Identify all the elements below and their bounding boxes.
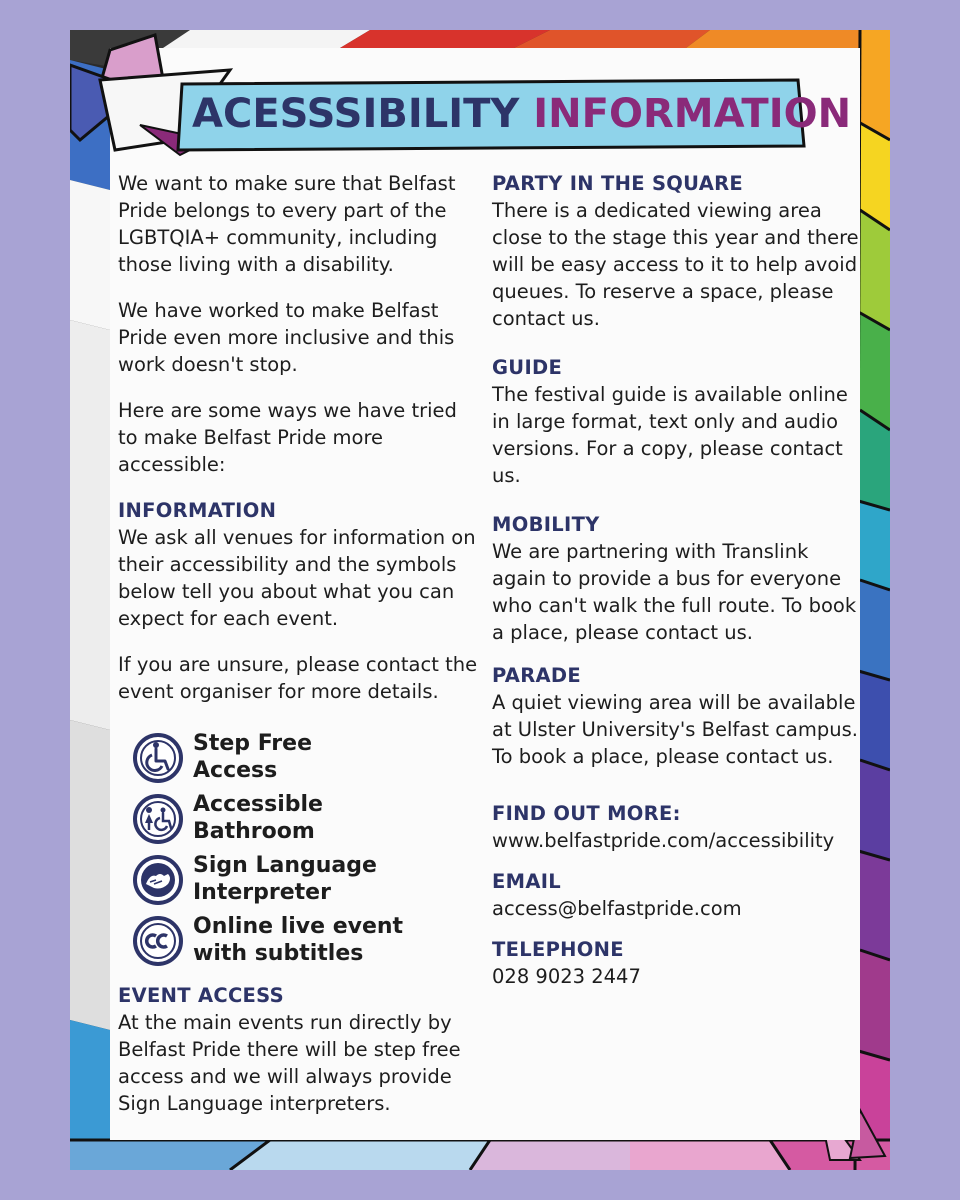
guide-heading: GUIDE <box>492 356 563 379</box>
symbol-label: Sign Language Interpreter <box>193 853 377 905</box>
parade-section <box>492 662 862 770</box>
mobility-text: We are partnering with Translink again to provide a bus for everyone who can't walk the full route. To book a place, please contact us. <box>492 540 857 644</box>
information-heading: INFORMATION <box>118 499 277 522</box>
symbol-bathroom <box>130 789 450 850</box>
parade-text: A quiet viewing area will be available at Ulster University's Belfast campus. To book a place, please contact us. <box>492 691 858 768</box>
event-access-heading: EVENT ACCESS <box>118 984 284 1007</box>
right-column <box>492 170 862 1009</box>
title-part-1: ACESSSIBILITY <box>192 91 520 137</box>
telephone-number[interactable]: 028 9023 2447 <box>492 965 641 988</box>
mobility-section <box>492 511 862 646</box>
email-heading: EMAIL <box>492 870 561 893</box>
accessibility-symbols-list <box>130 728 450 972</box>
intro-paragraph-1: We want to make sure that Belfast Pride belongs to every part of the LGBTQIA+ community, including those living with a disability. <box>118 172 456 276</box>
website-link[interactable]: www.belfastpride.com/accessibility <box>492 829 835 852</box>
symbol-label: Accessible Bathroom <box>193 792 323 844</box>
symbol-label: Online live event with subtitles <box>193 914 404 966</box>
party-section <box>492 170 862 332</box>
information-text: We ask all venues for information on their accessibility and the symbols below tell you about what you can expect for each event. <box>118 526 476 630</box>
intro-paragraph-3: Here are some ways we have tried to make Belfast Pride more accessible: <box>118 399 457 476</box>
find-out-more-section <box>492 800 862 854</box>
parade-heading: PARADE <box>492 664 582 687</box>
symbol-sign-language <box>130 850 450 911</box>
mobility-heading: MOBILITY <box>492 513 600 536</box>
guide-section <box>492 354 862 489</box>
symbol-subtitles <box>130 911 450 972</box>
sign-language-icon <box>132 854 184 906</box>
symbol-step-free <box>130 728 450 789</box>
unsure-paragraph: If you are unsure, please contact the event organiser for more details. <box>118 653 478 703</box>
closed-captions-icon <box>132 915 184 967</box>
wheelchair-icon <box>132 732 184 784</box>
left-column <box>118 170 478 724</box>
email-link[interactable]: access@belfastpride.com <box>492 897 742 920</box>
event-access-section <box>118 982 478 1117</box>
intro-paragraph-2: We have worked to make Belfast Pride even more inclusive and this work doesn't stop. <box>118 299 455 376</box>
party-text: There is a dedicated viewing area close to the stage this year and there will be easy access to it to help avoid queues. To reserve a space, please contact us. <box>492 199 859 330</box>
information-section <box>118 497 478 632</box>
telephone-section <box>492 936 862 990</box>
page-title <box>192 92 851 136</box>
party-heading: PARTY IN THE SQUARE <box>492 172 744 195</box>
email-section <box>492 868 862 922</box>
accessible-bathroom-icon <box>132 793 184 845</box>
symbol-label: Step Free Access <box>193 731 313 783</box>
event-access-text: At the main events run directly by Belfast Pride there will be step free access and we will always provide Sign Language interpreters. <box>118 1011 461 1115</box>
title-part-2: INFORMATION <box>533 91 852 137</box>
guide-text: The festival guide is available online in large format, text only and audio versions. For a copy, please contact us. <box>492 383 848 487</box>
telephone-heading: TELEPHONE <box>492 938 624 961</box>
find-out-more-heading: FIND OUT MORE: <box>492 802 681 825</box>
